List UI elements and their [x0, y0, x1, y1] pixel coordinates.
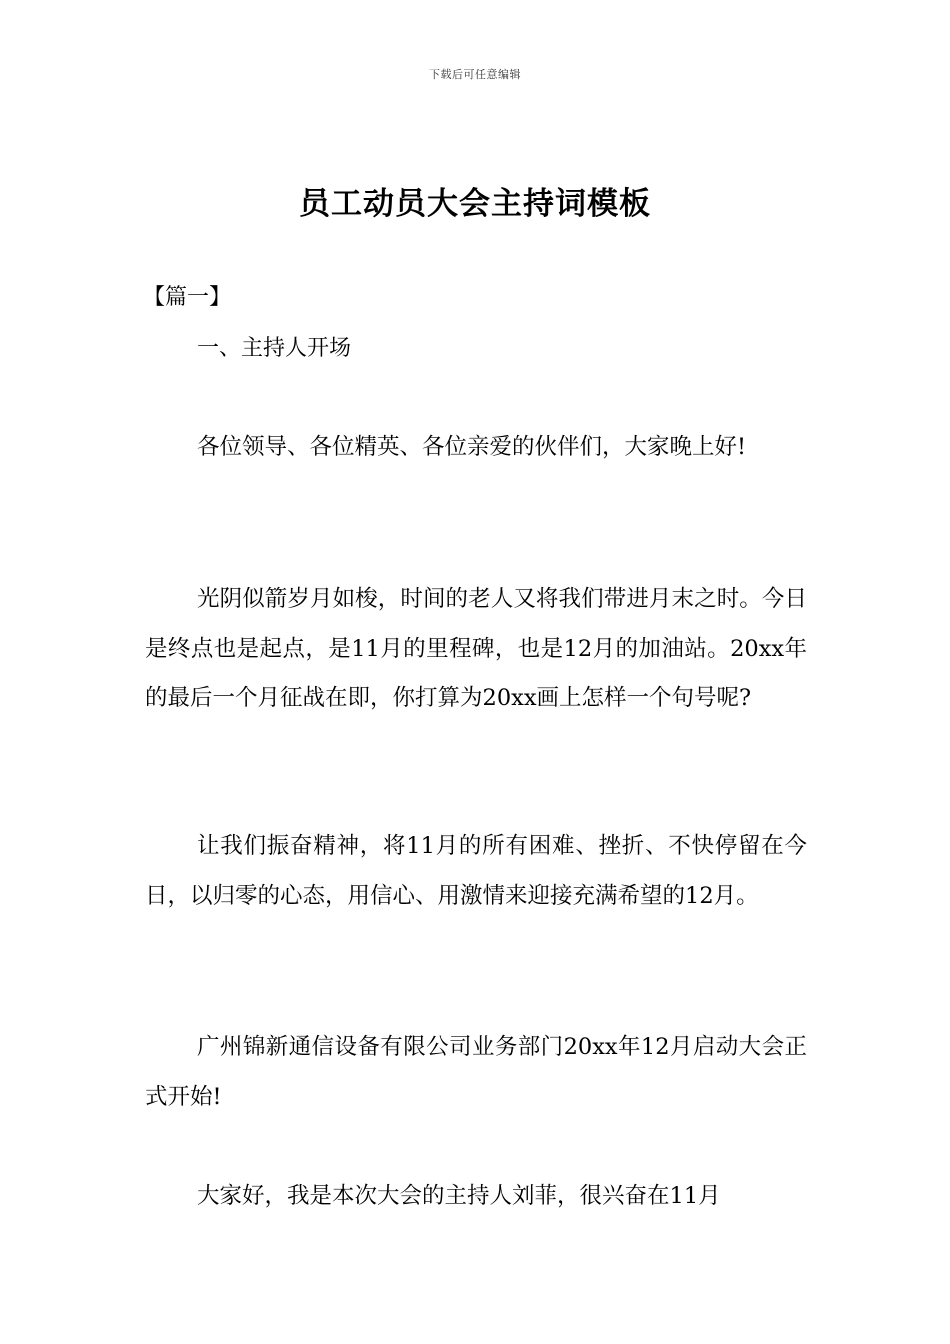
- paragraph: 各位领导、各位精英、各位亲爱的伙伴们，大家晚上好!: [197, 434, 747, 460]
- header-note: 下载后可任意编辑: [429, 68, 521, 81]
- paragraph: 光阴似箭岁月如梭，时间的老人又将我们带进月末之时。今日是终点也是起点，是11月的里程碑，也是12月的加油站。20xx年的最后一个月征战在即，你打算为20xx画上怎样一个句号呢?: [145, 586, 807, 711]
- document-title: 员工动员大会主持词模板: [299, 186, 651, 222]
- section-label: 【篇一】: [143, 285, 232, 310]
- section-heading: 一、主持人开场: [197, 336, 352, 361]
- paragraph: 大家好，我是本次大会的主持人刘菲，很兴奋在11月: [197, 1183, 721, 1209]
- paragraph: 让我们振奋精神，将11月的所有困难、挫折、不快停留在今日，以归零的心态，用信心、用激情来迎接充满希望的12月。: [145, 833, 807, 909]
- paragraph: 广州锦新通信设备有限公司业务部门20xx年12月启动大会正式开始!: [145, 1034, 807, 1110]
